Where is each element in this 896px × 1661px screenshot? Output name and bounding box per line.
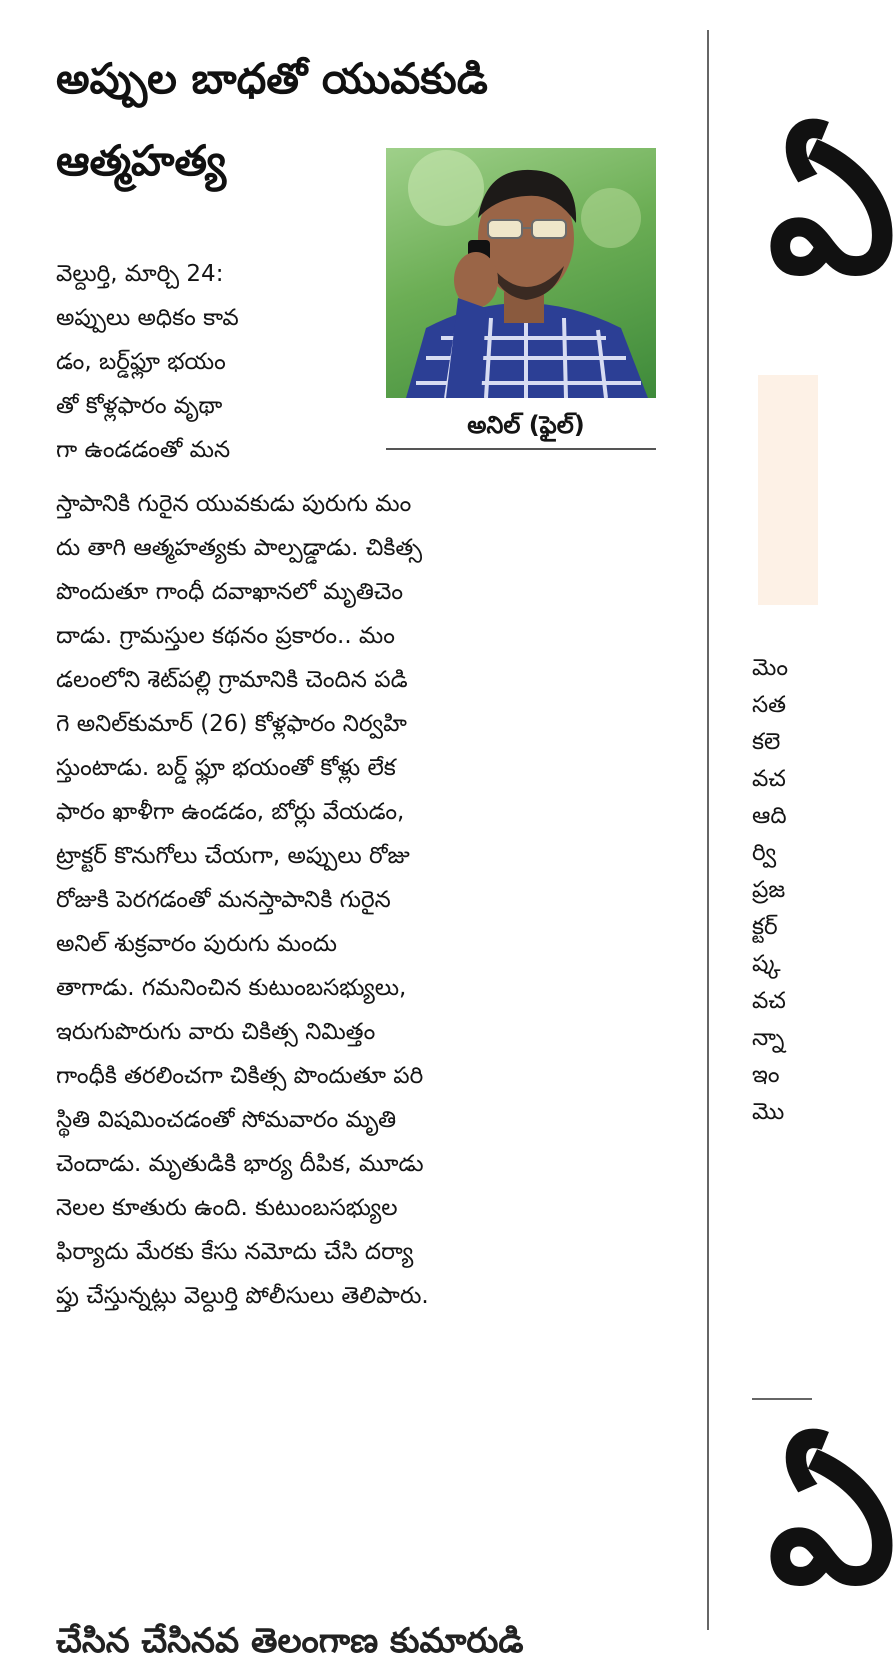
adjacent-headline-glyph-2: ఏ	[768, 1415, 896, 1624]
body-line: గా ఉండడంతో మన	[56, 437, 231, 463]
photo-with-caption	[386, 148, 656, 440]
adjacent-article-cutoff	[740, 0, 896, 1654]
article-body-wide	[56, 482, 656, 1318]
portrait-illustration	[386, 148, 656, 398]
adjacent-section-rule	[752, 1398, 812, 1400]
fragment-line: మొ	[752, 1099, 785, 1125]
body-line: రోజుకి పెరగడంతో మనస్తాపానికి గురైన	[56, 887, 391, 913]
next-article-headline-cutoff	[56, 1597, 656, 1661]
fragment-line: ర్వి	[752, 840, 777, 866]
fragment-line: క్టర్	[752, 914, 778, 940]
body-line: వెల్దుర్తి, మార్చి 24:	[56, 261, 224, 287]
body-line: గె అనిల్‌కుమార్ (26) కోళ్లఫారం నిర్వహి	[56, 711, 407, 737]
fragment-line: వచ	[752, 766, 786, 792]
body-line: ట్రాక్టర్ కొనుగోలు చేయగా, అప్పులు రోజు	[56, 843, 410, 869]
fragment-line: ఆది	[752, 803, 787, 829]
body-line: డం, బర్డ్‌ఫ్లూ భయం	[56, 349, 226, 375]
body-line: తాగాడు. గమనించిన కుటుంబసభ్యులు,	[56, 975, 407, 1001]
fragment-line: వచ	[752, 988, 786, 1014]
body-line: గాంధీకి తరలించగా చికిత్స పొందుతూ పరి	[56, 1063, 424, 1089]
next-headline-text: చేసిన చేసినవ తెలంగాణ కుమారుడి	[56, 1621, 524, 1661]
adjacent-highlight-box	[758, 375, 818, 605]
body-line: దాడు. గ్రామస్తుల కథనం ప్రకారం.. మం	[56, 623, 395, 649]
person-photo	[386, 148, 656, 398]
adjacent-body-fragments	[752, 650, 812, 1131]
fragment-line: మెం	[752, 655, 788, 681]
body-line: ఇరుగుపొరుగు వారు చికిత్స నిమిత్తం	[56, 1019, 376, 1045]
article-body-narrow	[56, 252, 376, 472]
photo-caption: అనిల్ (ఫైల్)	[467, 411, 585, 439]
fragment-line: ష్క	[752, 951, 781, 977]
body-line: స్తాపానికి గురైన యువకుడు పురుగు మం	[56, 491, 412, 517]
body-line: అనిల్ శుక్రవారం పురుగు మందు	[56, 931, 337, 957]
fragment-line: ప్రజ	[752, 877, 786, 903]
column-divider	[707, 30, 709, 1630]
body-line: ఫిర్యాదు మేరకు కేసు నమోదు చేసి దర్యా	[56, 1239, 414, 1265]
body-line: స్తుంటాడు. బర్డ్ ఫ్లూ భయంతో కోళ్లు లేక	[56, 755, 396, 781]
body-line: నెలల కూతురు ఉంది. కుటుంబసభ్యుల	[56, 1195, 398, 1221]
fragment-line: ఇం	[752, 1062, 780, 1088]
body-line: స్థితి విషమించడంతో సోమవారం మృతి	[56, 1107, 397, 1133]
body-line: ఫారం ఖాళీగా ఉండడం, బోర్లు వేయడం,	[56, 799, 405, 825]
body-line: పొందుతూ గాంధీ దవాఖానలో మృతిచెం	[56, 579, 404, 605]
body-line: ప్తు చేస్తున్నట్లు వెల్దుర్తి పోలీసులు తెలిపారు.	[56, 1283, 429, 1309]
fragment-line: న్నా	[752, 1025, 785, 1051]
adjacent-headline-glyph: ఏ	[768, 105, 896, 314]
body-line: దు తాగి ఆత్మహత్యకు పాల్పడ్డాడు. చికిత్స	[56, 535, 423, 561]
body-line: చెందాడు. మృతుడికి భార్య దీపిక, మూడు	[56, 1151, 424, 1177]
caption-underline	[386, 448, 656, 450]
body-line: డలంలోని శెట్‌పల్లి గ్రామానికి చెందిన పడి	[56, 667, 408, 693]
fragment-line: సత	[752, 692, 787, 718]
body-line: తో కోళ్లఫారం వృథా	[56, 393, 223, 419]
headline-line-2: ఆత్మహత్య	[56, 136, 227, 185]
body-line: అప్పులు అధికం కావ	[56, 305, 239, 331]
fragment-line: కలె	[752, 729, 781, 755]
headline-line-1: అప్పుల బాధతో యువకుడి	[56, 54, 488, 103]
